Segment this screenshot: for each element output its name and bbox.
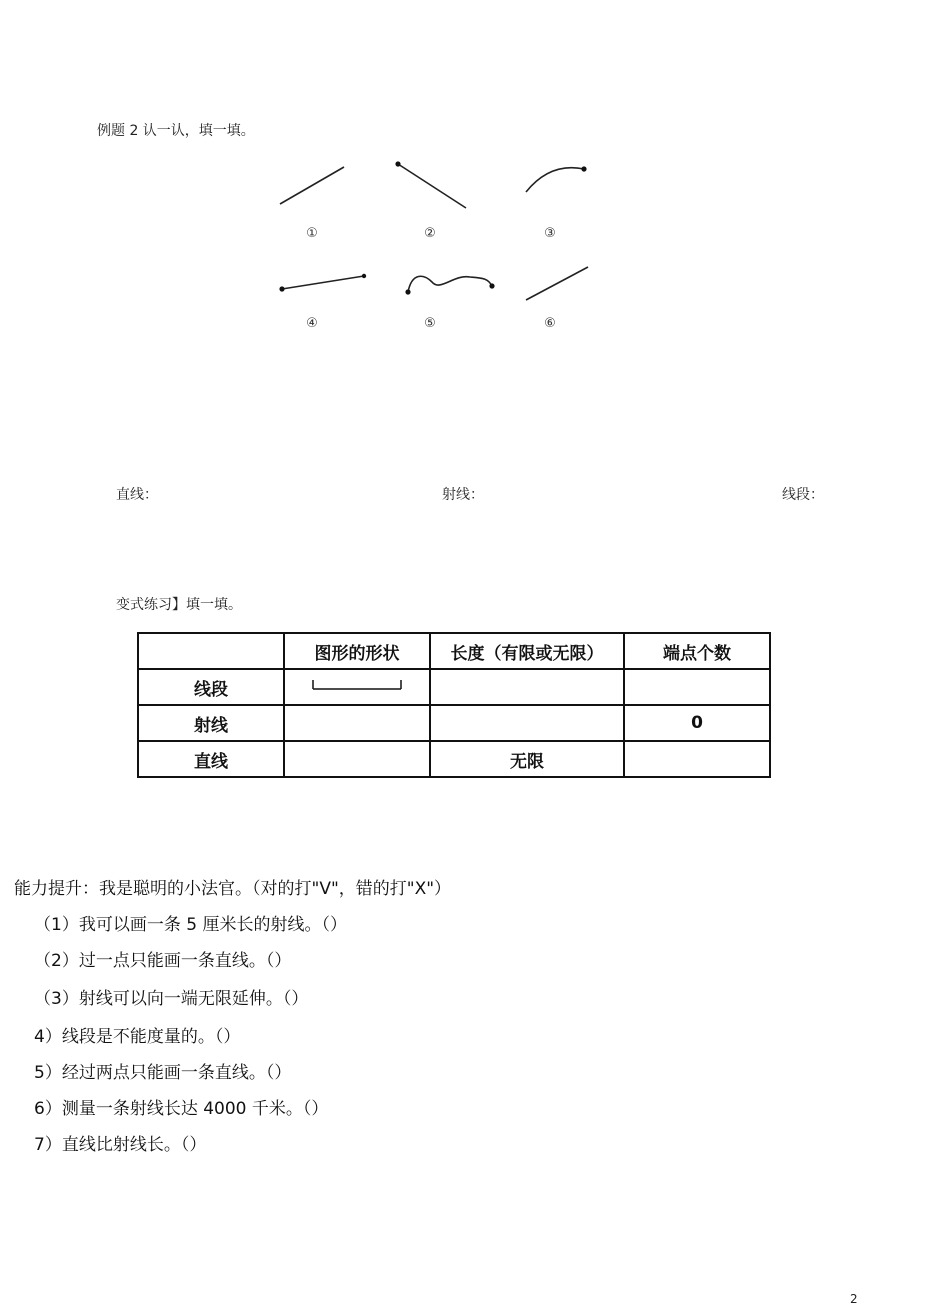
line-length-cell: 无限 (430, 741, 624, 777)
judge-item-2: （2）过一点只能画一条直线。（） (34, 951, 292, 971)
ray-shape-cell[interactable] (284, 705, 430, 741)
answer-segment-label: 线段： (782, 487, 824, 503)
figure-label-2: ② (424, 226, 436, 241)
header-cell-length: 长度（有限或无限） (430, 633, 624, 669)
table-header-row (138, 633, 770, 669)
line-shape-cell[interactable] (284, 741, 430, 777)
figure-label-5: ⑤ (424, 316, 436, 331)
row-label-segment: 线段 (138, 669, 284, 705)
segment-length-cell[interactable] (430, 669, 624, 705)
ray-length-cell[interactable] (430, 705, 624, 741)
judge-item-7: 7）直线比射线长。（） (34, 1135, 207, 1155)
ray-endpoints-cell: 0 (624, 705, 770, 741)
exercise-table (137, 632, 771, 778)
segment-endpoints-cell[interactable] (624, 669, 770, 705)
header-cell-endpoints: 端点个数 (624, 633, 770, 669)
figure-5-curve (408, 276, 492, 292)
figure-4-segment (282, 276, 364, 289)
row-label-line: 直线 (138, 741, 284, 777)
figure-2-endpoint (395, 161, 400, 166)
judge-item-3: （3）射线可以向一端无限延伸。（） (34, 989, 309, 1009)
table-row (138, 669, 770, 705)
judge-item-4: 4）线段是不能度量的。（） (34, 1027, 241, 1047)
figure-5-endpoint-a (405, 289, 410, 294)
answer-line-label: 直线： (116, 487, 158, 503)
figure-4-endpoint-a (279, 286, 284, 291)
figure-label-4: ④ (306, 316, 318, 331)
header-cell-shape: 图形的形状 (284, 633, 430, 669)
table-row (138, 741, 770, 777)
figure-6-line (526, 267, 588, 300)
figure-label-3: ③ (544, 226, 556, 241)
example-heading: 例题 2 认一认，填一填。 (97, 123, 255, 139)
figure-5-endpoint-b (489, 283, 494, 288)
figure-4-endpoint-b (362, 274, 366, 278)
header-cell-blank (138, 633, 284, 669)
segment-shape-drawing (309, 678, 405, 692)
exercise-heading: 变式练习】填一填。 (116, 597, 242, 613)
figure-label-1: ① (306, 226, 318, 241)
figure-label-6: ⑥ (544, 316, 556, 331)
page-number: 2 (850, 1292, 858, 1306)
judge-item-6: 6）测量一条射线长达 4000 千米。（） (34, 1099, 329, 1119)
figure-1-line (280, 167, 344, 204)
line-endpoints-cell[interactable] (624, 741, 770, 777)
segment-shape-cell[interactable] (284, 669, 430, 705)
judge-item-1: （1）我可以画一条 5 厘米长的射线。（） (34, 915, 347, 935)
line-figures (270, 150, 610, 345)
figure-3-endpoint (581, 166, 586, 171)
figure-2-ray (398, 164, 466, 208)
judge-item-5: 5）经过两点只能画一条直线。（） (34, 1063, 292, 1083)
answer-ray-label: 射线： (442, 487, 484, 503)
judge-heading: 能力提升：我是聪明的小法官。（对的打"V"，错的打"X"） (14, 879, 452, 899)
row-label-ray: 射线 (138, 705, 284, 741)
figure-3-curve (526, 168, 584, 192)
table-row (138, 705, 770, 741)
